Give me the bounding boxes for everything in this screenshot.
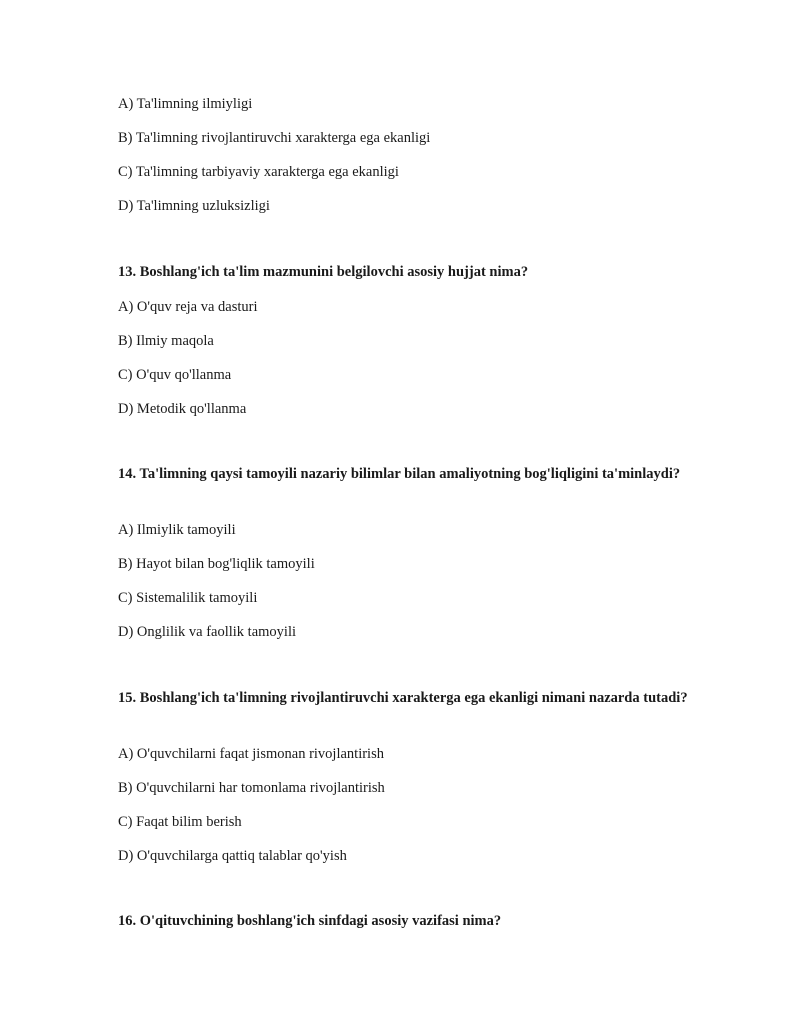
option-d: D) O'quvchilarga qattiq talablar qo'yish <box>118 848 347 864</box>
question-16: 16. O'qituvchining boshlang'ich sinfdagi asosiy vazifasi nima? <box>118 913 502 929</box>
option-b: B) Ilmiy maqola <box>118 333 214 349</box>
option-d: D) Ta'limning uzluksizligi <box>118 198 270 214</box>
option-b: B) Hayot bilan bog'liqlik tamoyili <box>118 556 315 572</box>
option-a: A) Ta'limning ilmiyligi <box>118 96 253 112</box>
option-c: C) O'quv qo'llanma <box>118 367 232 383</box>
option-c: C) Faqat bilim berish <box>118 814 242 830</box>
option-b: B) Ta'limning rivojlantiruvchi xarakterga ega ekanligi <box>118 130 431 146</box>
option-b: B) O'quvchilarni har tomonlama rivojlantirish <box>118 780 385 796</box>
option-a: A) Ilmiylik tamoyili <box>118 522 236 538</box>
option-d: D) Metodik qo'llanma <box>118 401 247 417</box>
option-c: C) Ta'limning tarbiyaviy xarakterga ega ekanligi <box>118 164 399 180</box>
option-a: A) O'quv reja va dasturi <box>118 299 258 315</box>
option-d: D) Onglilik va faollik tamoyili <box>118 624 297 640</box>
option-a: A) O'quvchilarni faqat jismonan rivojlantirish <box>118 746 384 762</box>
question-15: 15. Boshlang'ich ta'limning rivojlantiruvchi xarakterga ega ekanligi nimani nazarda tutadi? <box>118 690 688 706</box>
option-c: C) Sistemalilik tamoyili <box>118 590 258 606</box>
question-14: 14. Ta'limning qaysi tamoyili nazariy bilimlar bilan amaliyotning bog'liqligini ta'minlaydi? <box>118 466 681 482</box>
question-13: 13. Boshlang'ich ta'lim mazmunini belgilovchi asosiy hujjat nima? <box>118 264 529 280</box>
